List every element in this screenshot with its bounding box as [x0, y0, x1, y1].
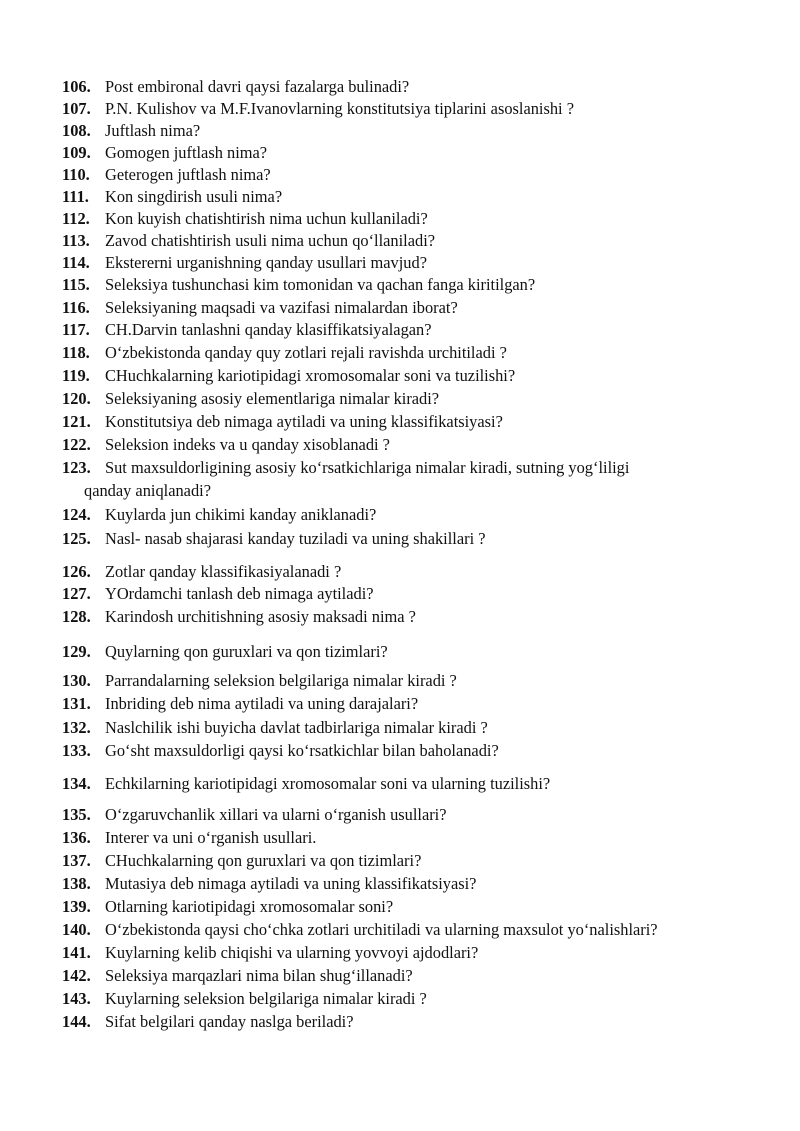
question-text: Go‘sht maxsuldorligi qaysi ko‘rsatkichlar bilan baholanadi?	[105, 741, 499, 760]
question-number: 117.	[62, 320, 90, 339]
question-item	[62, 1011, 762, 1034]
question-number: 134.	[62, 774, 91, 793]
question-item	[62, 208, 762, 231]
question-item	[62, 142, 762, 165]
question-text: Naslchilik ishi buyicha davlat tadbirlariga nimalar kiradi ?	[105, 718, 488, 737]
question-text: Quylarning qon guruxlari va qon tizimlari?	[105, 642, 388, 661]
question-number: 106.	[62, 77, 91, 96]
question-item	[62, 319, 762, 342]
question-text: Kon kuyish chatishtirish nima uchun kullaniladi?	[105, 209, 428, 228]
question-item	[62, 342, 762, 365]
question-text: Geterogen juftlash nima?	[105, 165, 271, 184]
question-number: 120.	[62, 389, 91, 408]
question-text: Zotlar qanday klassifikasiyalanadi ?	[105, 562, 342, 581]
question-text: O‘zgaruvchanlik xillari va ularni o‘rganish usullari?	[105, 805, 447, 824]
question-text: O‘zbekistonda qanday quy zotlari rejali ravishda urchitiladi ?	[105, 343, 507, 362]
question-number: 125.	[62, 529, 91, 548]
question-number: 119.	[62, 366, 90, 385]
question-item	[62, 561, 762, 584]
question-number: 113.	[62, 231, 90, 250]
question-text: Kon singdirish usuli nima?	[105, 187, 283, 206]
question-number: 112.	[62, 209, 90, 228]
question-item	[62, 693, 762, 716]
question-item	[62, 504, 762, 527]
question-number: 131.	[62, 694, 91, 713]
question-number: 108.	[62, 121, 91, 140]
question-number: 143.	[62, 989, 91, 1008]
question-item	[62, 230, 762, 253]
question-item	[62, 804, 762, 827]
question-text-continuation: qanday aniqlanadi?	[84, 480, 211, 500]
question-item	[62, 896, 762, 919]
question-text: Karindosh urchitishning asosiy maksadi nima ?	[105, 607, 416, 626]
question-text: Mutasiya deb nimaga aytiladi va uning klassifikatsiyasi?	[105, 874, 477, 893]
question-number: 127.	[62, 584, 91, 603]
question-number: 144.	[62, 1012, 91, 1031]
question-text: Kuylarda jun chikimi kanday aniklanadi?	[105, 505, 377, 524]
question-number: 110.	[62, 165, 90, 184]
question-number: 111.	[62, 187, 89, 206]
question-number: 136.	[62, 828, 91, 847]
question-text: P.N. Kulishov va M.F.Ivanovlarning konstitutsiya tiplarini asoslanishi ?	[105, 99, 574, 118]
question-text: Kuylarning seleksion belgilariga nimalar kiradi ?	[105, 989, 427, 1008]
question-text: Seleksiyaning maqsadi va vazifasi nimalardan iborat?	[105, 298, 458, 317]
question-item	[62, 252, 762, 275]
question-item	[62, 76, 762, 99]
question-number: 118.	[62, 343, 90, 362]
question-item	[62, 606, 762, 629]
question-item	[62, 670, 762, 693]
question-number: 137.	[62, 851, 91, 870]
question-text: Nasl- nasab shajarasi kanday tuziladi va uning shakillari ?	[105, 529, 486, 548]
question-text: Sut maxsuldorligining asosiy ko‘rsatkichlariga nimalar kiradi, sutning yog‘liligi	[105, 458, 630, 477]
question-text: Konstitutsiya deb nimaga aytiladi va uning klassifikatsiyasi?	[105, 412, 503, 431]
question-text: Ekstererni urganishning qanday usullari mavjud?	[105, 253, 427, 272]
question-item	[62, 297, 762, 320]
question-number: 126.	[62, 562, 91, 581]
question-item	[62, 411, 762, 434]
question-number: 130.	[62, 671, 91, 690]
question-item	[62, 641, 762, 664]
question-number: 114.	[62, 253, 90, 272]
question-item	[62, 434, 762, 457]
question-number: 142.	[62, 966, 91, 985]
question-text: CHuchkalarning kariotipidagi xromosomalar soni va tuzilishi?	[105, 366, 516, 385]
question-number: 109.	[62, 143, 91, 162]
question-number: 116.	[62, 298, 90, 317]
question-item	[62, 164, 762, 187]
question-item	[62, 528, 762, 551]
question-text: Parrandalarning seleksion belgilariga nimalar kiradi ?	[105, 671, 457, 690]
question-text: Seleksiya marqazlari nima bilan shug‘illanadi?	[105, 966, 413, 985]
question-text: CH.Darvin tanlashni qanday klasiffikatsiyalagan?	[105, 320, 432, 339]
question-text: Inbriding deb nima aytiladi va uning darajalari?	[105, 694, 419, 713]
question-item	[62, 388, 762, 411]
question-item	[62, 186, 762, 209]
question-text: Seleksiya tushunchasi kim tomonidan va qachan fanga kiritilgan?	[105, 275, 536, 294]
question-item	[62, 850, 762, 873]
question-item	[62, 965, 762, 988]
question-text: Otlarning kariotipidagi xromosomalar soni?	[105, 897, 394, 916]
question-item	[62, 988, 762, 1011]
question-text: Seleksion indeks va u qanday xisoblanadi ?	[105, 435, 390, 454]
question-number: 141.	[62, 943, 91, 962]
question-number: 124.	[62, 505, 91, 524]
question-number: 139.	[62, 897, 91, 916]
question-item	[62, 873, 762, 896]
question-number: 123.	[62, 458, 91, 477]
question-number: 122.	[62, 435, 91, 454]
question-number: 133.	[62, 741, 91, 760]
question-item	[62, 773, 762, 796]
question-text: Seleksiyaning asosiy elementlariga nimalar kiradi?	[105, 389, 440, 408]
question-item	[62, 583, 762, 606]
question-number: 128.	[62, 607, 91, 626]
question-number: 140.	[62, 920, 91, 939]
question-text: Gomogen juftlash nima?	[105, 143, 268, 162]
question-item	[62, 919, 762, 942]
question-number: 107.	[62, 99, 91, 118]
question-text: CHuchkalarning qon guruxlari va qon tizimlari?	[105, 851, 422, 870]
question-text: O‘zbekistonda qaysi cho‘chka zotlari urchitiladi va ularning maxsulot yo‘nalishlari?	[105, 920, 658, 939]
question-item	[62, 740, 762, 763]
question-item	[62, 717, 762, 740]
question-item	[62, 827, 762, 850]
question-item	[62, 98, 762, 121]
question-number: 132.	[62, 718, 91, 737]
question-text: Sifat belgilari qanday naslga beriladi?	[105, 1012, 354, 1031]
question-text: Zavod chatishtirish usuli nima uchun qo‘llaniladi?	[105, 231, 436, 250]
question-number: 138.	[62, 874, 91, 893]
question-number: 115.	[62, 275, 90, 294]
question-item	[62, 942, 762, 965]
question-number: 135.	[62, 805, 91, 824]
question-text: Juftlash nima?	[105, 121, 201, 140]
question-number: 129.	[62, 642, 91, 661]
question-item	[62, 457, 762, 502]
question-number: 121.	[62, 412, 91, 431]
question-text: Post embironal davri qaysi fazalarga bulinadi?	[105, 77, 410, 96]
question-text: YOrdamchi tanlash deb nimaga aytiladi?	[105, 584, 374, 603]
question-text: Kuylarning kelib chiqishi va ularning yovvoyi ajdodlari?	[105, 943, 479, 962]
question-item	[62, 365, 762, 388]
question-text: Interer va uni o‘rganish usullari.	[105, 828, 317, 847]
question-item	[62, 274, 762, 297]
question-item	[62, 120, 762, 143]
question-text: Echkilarning kariotipidagi xromosomalar soni va ularning tuzilishi?	[105, 774, 551, 793]
